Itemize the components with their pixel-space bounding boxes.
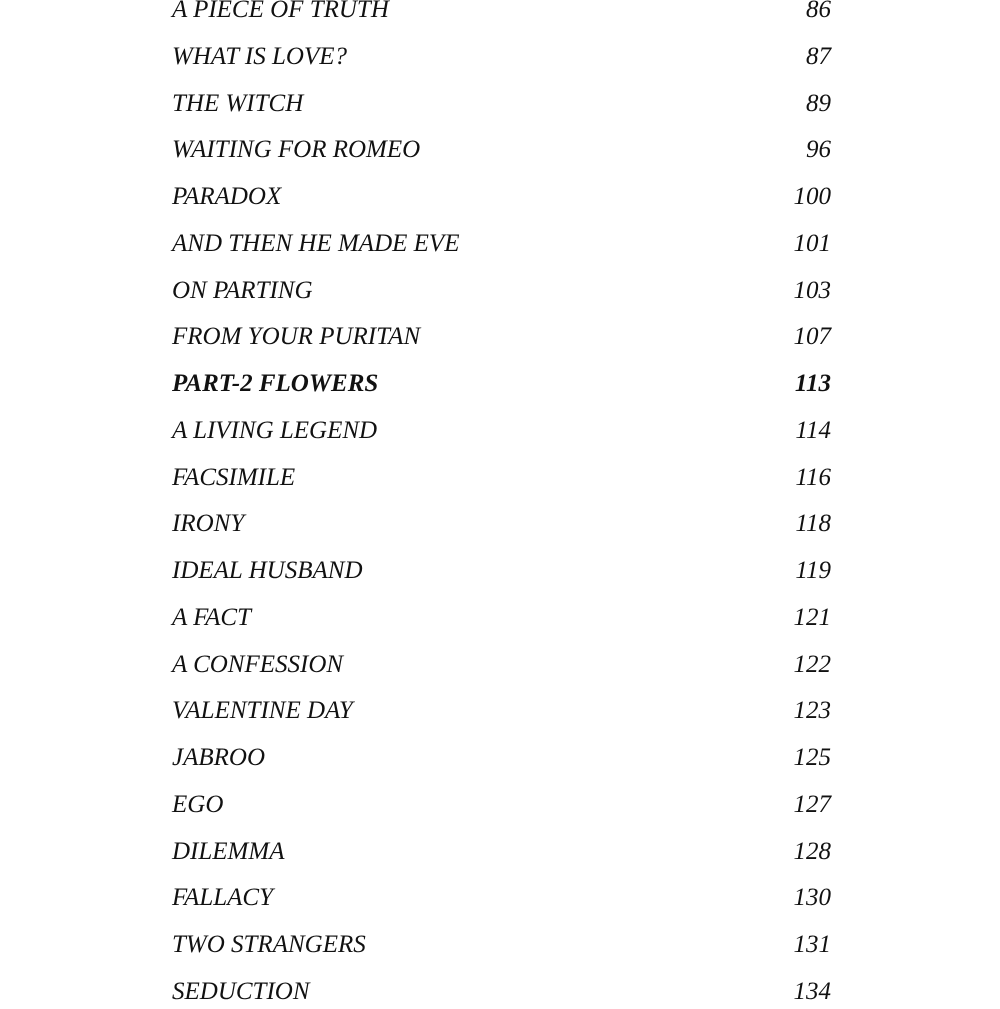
toc-entry-page: 130 [793, 884, 831, 912]
toc-entry [172, 180, 831, 214]
toc-entry [172, 881, 831, 915]
toc-entry [172, 133, 831, 167]
toc-entry-page: 116 [795, 463, 831, 491]
toc-entry-title: PARADOX [172, 183, 282, 210]
toc-entry-title: SEDUCTION [172, 977, 310, 1005]
toc-entry [172, 554, 831, 588]
toc-entry-page: 127 [793, 790, 831, 818]
toc-entry-title: IDEAL HUSBAND [172, 557, 363, 584]
toc-entry-page: 114 [795, 416, 831, 444]
toc-entry-page: 122 [793, 650, 831, 678]
toc-entry-page: 107 [793, 323, 831, 351]
toc-entry-title: THE WITCH [172, 89, 304, 117]
toc-entry-title: FALLACY [172, 884, 273, 912]
toc-entry [172, 274, 831, 308]
toc-entry-page: 103 [793, 276, 831, 304]
toc-entry-title: VALENTINE DAY [172, 697, 353, 725]
toc-part-title: PART-2 FLOWERS [172, 370, 379, 397]
toc-entry [172, 648, 831, 682]
toc-entry [172, 87, 831, 121]
toc-entry-page: 123 [793, 697, 831, 725]
toc-entry-title: JABROO [172, 744, 266, 771]
toc-entry-title: A FACT [172, 603, 251, 631]
toc-entry-page: 119 [795, 557, 831, 584]
toc-entry-page: 131 [793, 931, 831, 958]
toc-entry-page: 87 [806, 42, 831, 70]
toc-entry-page: 118 [795, 510, 831, 538]
toc-entry-page: 125 [793, 744, 831, 771]
toc-entry [172, 40, 831, 74]
toc-part-heading [172, 367, 831, 401]
toc-entry [172, 227, 831, 261]
toc-entry-title: IRONY [172, 510, 245, 538]
toc-entry [172, 694, 831, 728]
toc-entry-title: A PIECE OF TRUTH [172, 0, 389, 23]
toc-entry-title: A LIVING LEGEND [172, 416, 378, 444]
toc-entry-title: ON PARTING [172, 276, 313, 304]
toc-entry-title: A CONFESSION [172, 650, 344, 678]
toc-entry [172, 928, 831, 962]
toc-entry [172, 788, 831, 822]
toc-entry-title: WHAT IS LOVE? [172, 42, 347, 70]
toc-entry [172, 0, 831, 27]
toc-entry-page: 134 [793, 977, 831, 1005]
toc-entry [172, 414, 831, 448]
toc-entry [172, 507, 831, 541]
toc-part-page: 113 [794, 370, 831, 397]
toc-entry-page: 101 [793, 229, 831, 257]
toc-entry-title: TWO STRANGERS [172, 931, 366, 958]
toc-entry [172, 741, 831, 775]
toc-entry-page: 96 [806, 136, 831, 164]
toc-entry [172, 835, 831, 869]
toc-entry-title: DILEMMA [172, 837, 285, 865]
toc-entry [172, 461, 831, 495]
toc-entry-page: 128 [793, 837, 831, 865]
toc-entry-page: 89 [806, 89, 831, 117]
toc-entry [172, 601, 831, 635]
toc-entry-page: 100 [793, 183, 831, 210]
toc-entry-title: AND THEN HE MADE EVE [172, 229, 460, 257]
toc-entry [172, 975, 831, 1009]
toc-entry-page: 121 [793, 603, 831, 631]
toc-entry-title: FACSIMILE [172, 463, 296, 491]
toc-entry-title: EGO [172, 790, 224, 818]
toc-entry-title: WAITING FOR ROMEO [172, 136, 421, 164]
toc-entry-page: 86 [806, 0, 831, 23]
toc-entry [172, 320, 831, 354]
toc-entry-title: FROM YOUR PURITAN [172, 323, 421, 351]
